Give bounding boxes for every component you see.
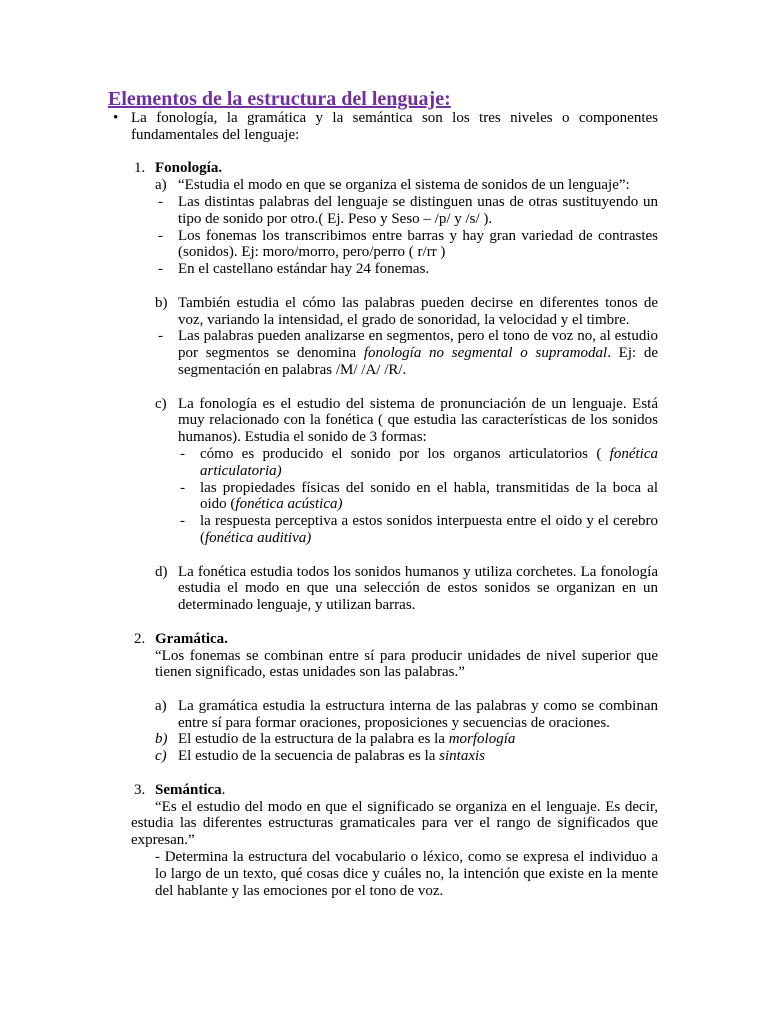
section-fonologia-heading xyxy=(134,160,658,177)
blank-line xyxy=(0,765,768,782)
bullet-marker: • xyxy=(113,110,119,126)
section-heading: Semántica xyxy=(155,781,222,798)
dash-marker: - xyxy=(180,513,185,530)
nested-dash-item xyxy=(180,513,658,547)
blank-line xyxy=(0,278,768,295)
intro-bullet-item xyxy=(113,110,658,144)
fonologia-item-c xyxy=(155,395,658,446)
dash-item-text: la respuesta perceptiva a estos sonidos interpuesta entre el oido y el cerebro ( xyxy=(200,513,658,546)
document-title: Elementos de la estructura del lenguaje: xyxy=(108,88,451,110)
fonologia-item-a xyxy=(155,177,658,194)
item-text: También estudia el cómo las palabras pueden decirse en diferentes tonos de voz, variando la intensidad, el grado de sonoridad, la velocidad y el timbre. xyxy=(178,294,658,328)
italic-term: fonética articulatoria) xyxy=(200,445,658,479)
document-body xyxy=(0,89,768,899)
item-label: d) xyxy=(155,563,168,580)
semantica-quote: “Es el estudio del modo en que el significado se organiza en el lenguaje. Es decir, estudia las diferentes estructuras gramaticales para ver el rango de significados que expresan.” xyxy=(131,798,658,849)
item-text: “Estudia el modo en que se organiza el sistema de sonidos de un lenguaje”: xyxy=(178,177,630,194)
item-label: a) xyxy=(155,697,167,714)
dash-marker: - xyxy=(158,328,163,345)
item-text: La fonética estudia todos los sonidos humanos y utiliza corchetes. La fonología estudia el modo en que una selección de estos sonidos se organizan en un determinado lenguaje, y utilizan barras. xyxy=(178,563,658,614)
blank-line xyxy=(0,614,768,631)
section-semantica-heading xyxy=(134,781,658,799)
blank-line xyxy=(0,379,768,396)
dash-marker: - xyxy=(158,227,163,244)
section-heading-period: . xyxy=(221,781,226,798)
dash-marker: - xyxy=(180,479,185,496)
item-text: La gramática estudia la estructura interna de las palabras y como se combinan entre sí para formar oraciones, proposiciones y secuencias de oraciones. xyxy=(178,697,658,731)
item-text: El estudio de la estructura de la palabra es la xyxy=(178,731,449,748)
nested-dash-item xyxy=(180,479,658,514)
section-number: 1. xyxy=(134,160,146,177)
dash-item xyxy=(158,227,658,262)
item-label: a) xyxy=(155,177,167,194)
gramatica-item-a xyxy=(155,697,658,732)
dash-marker: - xyxy=(158,193,163,210)
item-label: c) xyxy=(155,395,167,412)
fonologia-item-b xyxy=(155,294,658,329)
section-number: 3. xyxy=(134,781,146,798)
section-heading: Fonología. xyxy=(155,160,223,177)
blank-line xyxy=(0,681,768,698)
intro-text: La fonología, la gramática y la semántica son los tres niveles o componentes fundamentales del lenguaje: xyxy=(131,110,658,143)
dash-item-text: En el castellano estándar hay 24 fonemas. xyxy=(178,261,430,278)
dash-item-text-end: . Ej: de segmentación en palabras /M/ /A/ /R/. xyxy=(178,345,659,378)
dash-item-text: Los fonemas los transcribimos entre barras y hay gran variedad de contrastes (sonidos). Ej: moro/morro, pero/perro ( r/rr ) xyxy=(178,227,658,261)
gramatica-item-c xyxy=(155,748,658,765)
dash-item xyxy=(158,328,659,378)
dash-item xyxy=(158,261,658,278)
fonologia-item-d xyxy=(155,563,658,614)
semantica-note: - Determina la estructura del vocabulario o léxico, como se expresa el individuo a lo largo de un texto, qué cosas dice y cuáles no, la intención que existe en la mente del hablante y las emociones por el tono de voz. xyxy=(155,849,658,899)
italic-term: fonética auditiva) xyxy=(205,529,312,546)
section-number: 2. xyxy=(134,630,146,647)
section-gramatica-heading xyxy=(134,630,658,648)
blank-line xyxy=(0,547,768,564)
dash-item xyxy=(158,193,658,228)
item-text: El estudio de la secuencia de palabras es la xyxy=(178,748,440,765)
dash-item-text: Las distintas palabras del lenguaje se distinguen unas de otras sustituyendo un tipo de sonido por otro.( Ej. Peso y Seso – /p/ y /s/ ). xyxy=(178,193,658,227)
italic-term: fonética acústica) xyxy=(235,496,343,513)
item-text: La fonología es el estudio del sistema de pronunciación de un lenguaje. Está muy relacionado con la fonética ( que estudia las características de los sonidos humanos). Estudia el sonido de 3 formas: xyxy=(178,395,658,446)
gramatica-item-b xyxy=(155,731,658,748)
item-label: b) xyxy=(155,731,168,748)
dash-item-text: las propiedades físicas del sonido en el habla, transmitidas de la boca al oido ( xyxy=(200,479,658,513)
gramatica-quote: “Los fonemas se combinan entre sí para producir unidades de nivel superior que tienen significado, estas unidades son las palabras.” xyxy=(155,647,658,681)
italic-term: morfología xyxy=(448,731,516,748)
dash-item-text: Las palabras pueden analizarse en segmentos, pero el tono de voz no, al estudio por segmentos se denomina xyxy=(178,328,658,362)
item-label: b) xyxy=(155,294,168,311)
italic-term: sintaxis xyxy=(439,748,485,765)
dash-marker: - xyxy=(158,261,163,278)
nested-dash-item xyxy=(180,445,658,480)
blank-line xyxy=(0,144,768,161)
italic-term: fonología no segmental o supramodal xyxy=(363,345,608,362)
item-label: c) xyxy=(155,748,167,765)
dash-marker: - xyxy=(180,445,185,462)
dash-item-text: cómo es producido el sonido por los organos articulatorios ( xyxy=(200,445,610,462)
section-heading: Gramática. xyxy=(155,630,228,647)
